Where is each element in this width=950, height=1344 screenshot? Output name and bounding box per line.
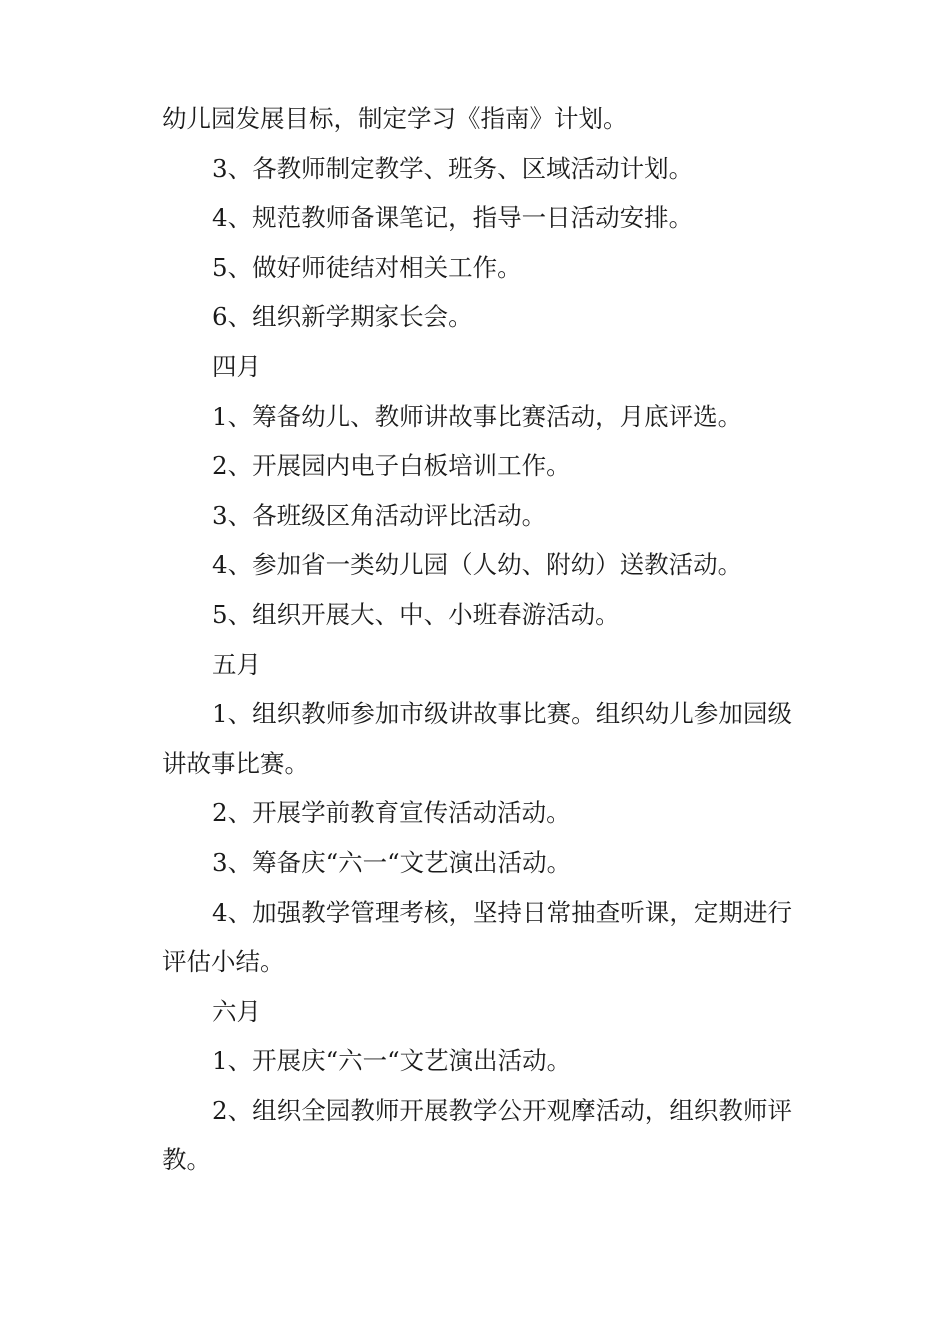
paragraph: 1、开展庆“六一“文艺演出活动。 [212, 1046, 572, 1076]
paragraph: 3、筹备庆“六一“文艺演出活动。 [212, 847, 572, 877]
section-heading-april: 四月 [212, 351, 261, 381]
paragraph: 2、开展园内电子白板培训工作。 [212, 451, 571, 481]
paragraph: 3、各教师制定教学、班务、区域活动计划。 [212, 153, 694, 183]
paragraph: 6、组织新学期家长会。 [212, 302, 473, 332]
paragraph: 1、组织教师参加市级讲故事比赛。组织幼儿参加园级讲故事比赛。 [162, 699, 792, 778]
paragraph: 2、组织全园教师开展教学公开观摩活动，组织教师评教。 [162, 1095, 792, 1175]
section-heading-june: 六月 [212, 996, 261, 1026]
paragraph: 2、开展学前教育宣传活动活动。 [212, 798, 571, 828]
paragraph: 幼儿园发展目标，制定学习《指南》计划。 [162, 104, 628, 133]
paragraph: 5、组织开展大、中、小班春游活动。 [212, 599, 620, 629]
paragraph: 4、加强教学管理考核，坚持日常抽查听课，定期进行评估小结。 [162, 897, 792, 977]
document-body [162, 94, 792, 1185]
paragraph: 3、各班级区角活动评比活动。 [212, 500, 547, 530]
paragraph: 5、做好师徒结对相关工作。 [212, 252, 522, 282]
paragraph: 4、规范教师备课笔记，指导一日活动安排。 [212, 203, 694, 233]
paragraph: 4、参加省一类幼儿园（人幼、附幼）送教活动。 [212, 550, 743, 580]
section-heading-may: 五月 [212, 649, 261, 679]
paragraph: 1、筹备幼儿、教师讲故事比赛活动，月底评选。 [212, 401, 743, 431]
